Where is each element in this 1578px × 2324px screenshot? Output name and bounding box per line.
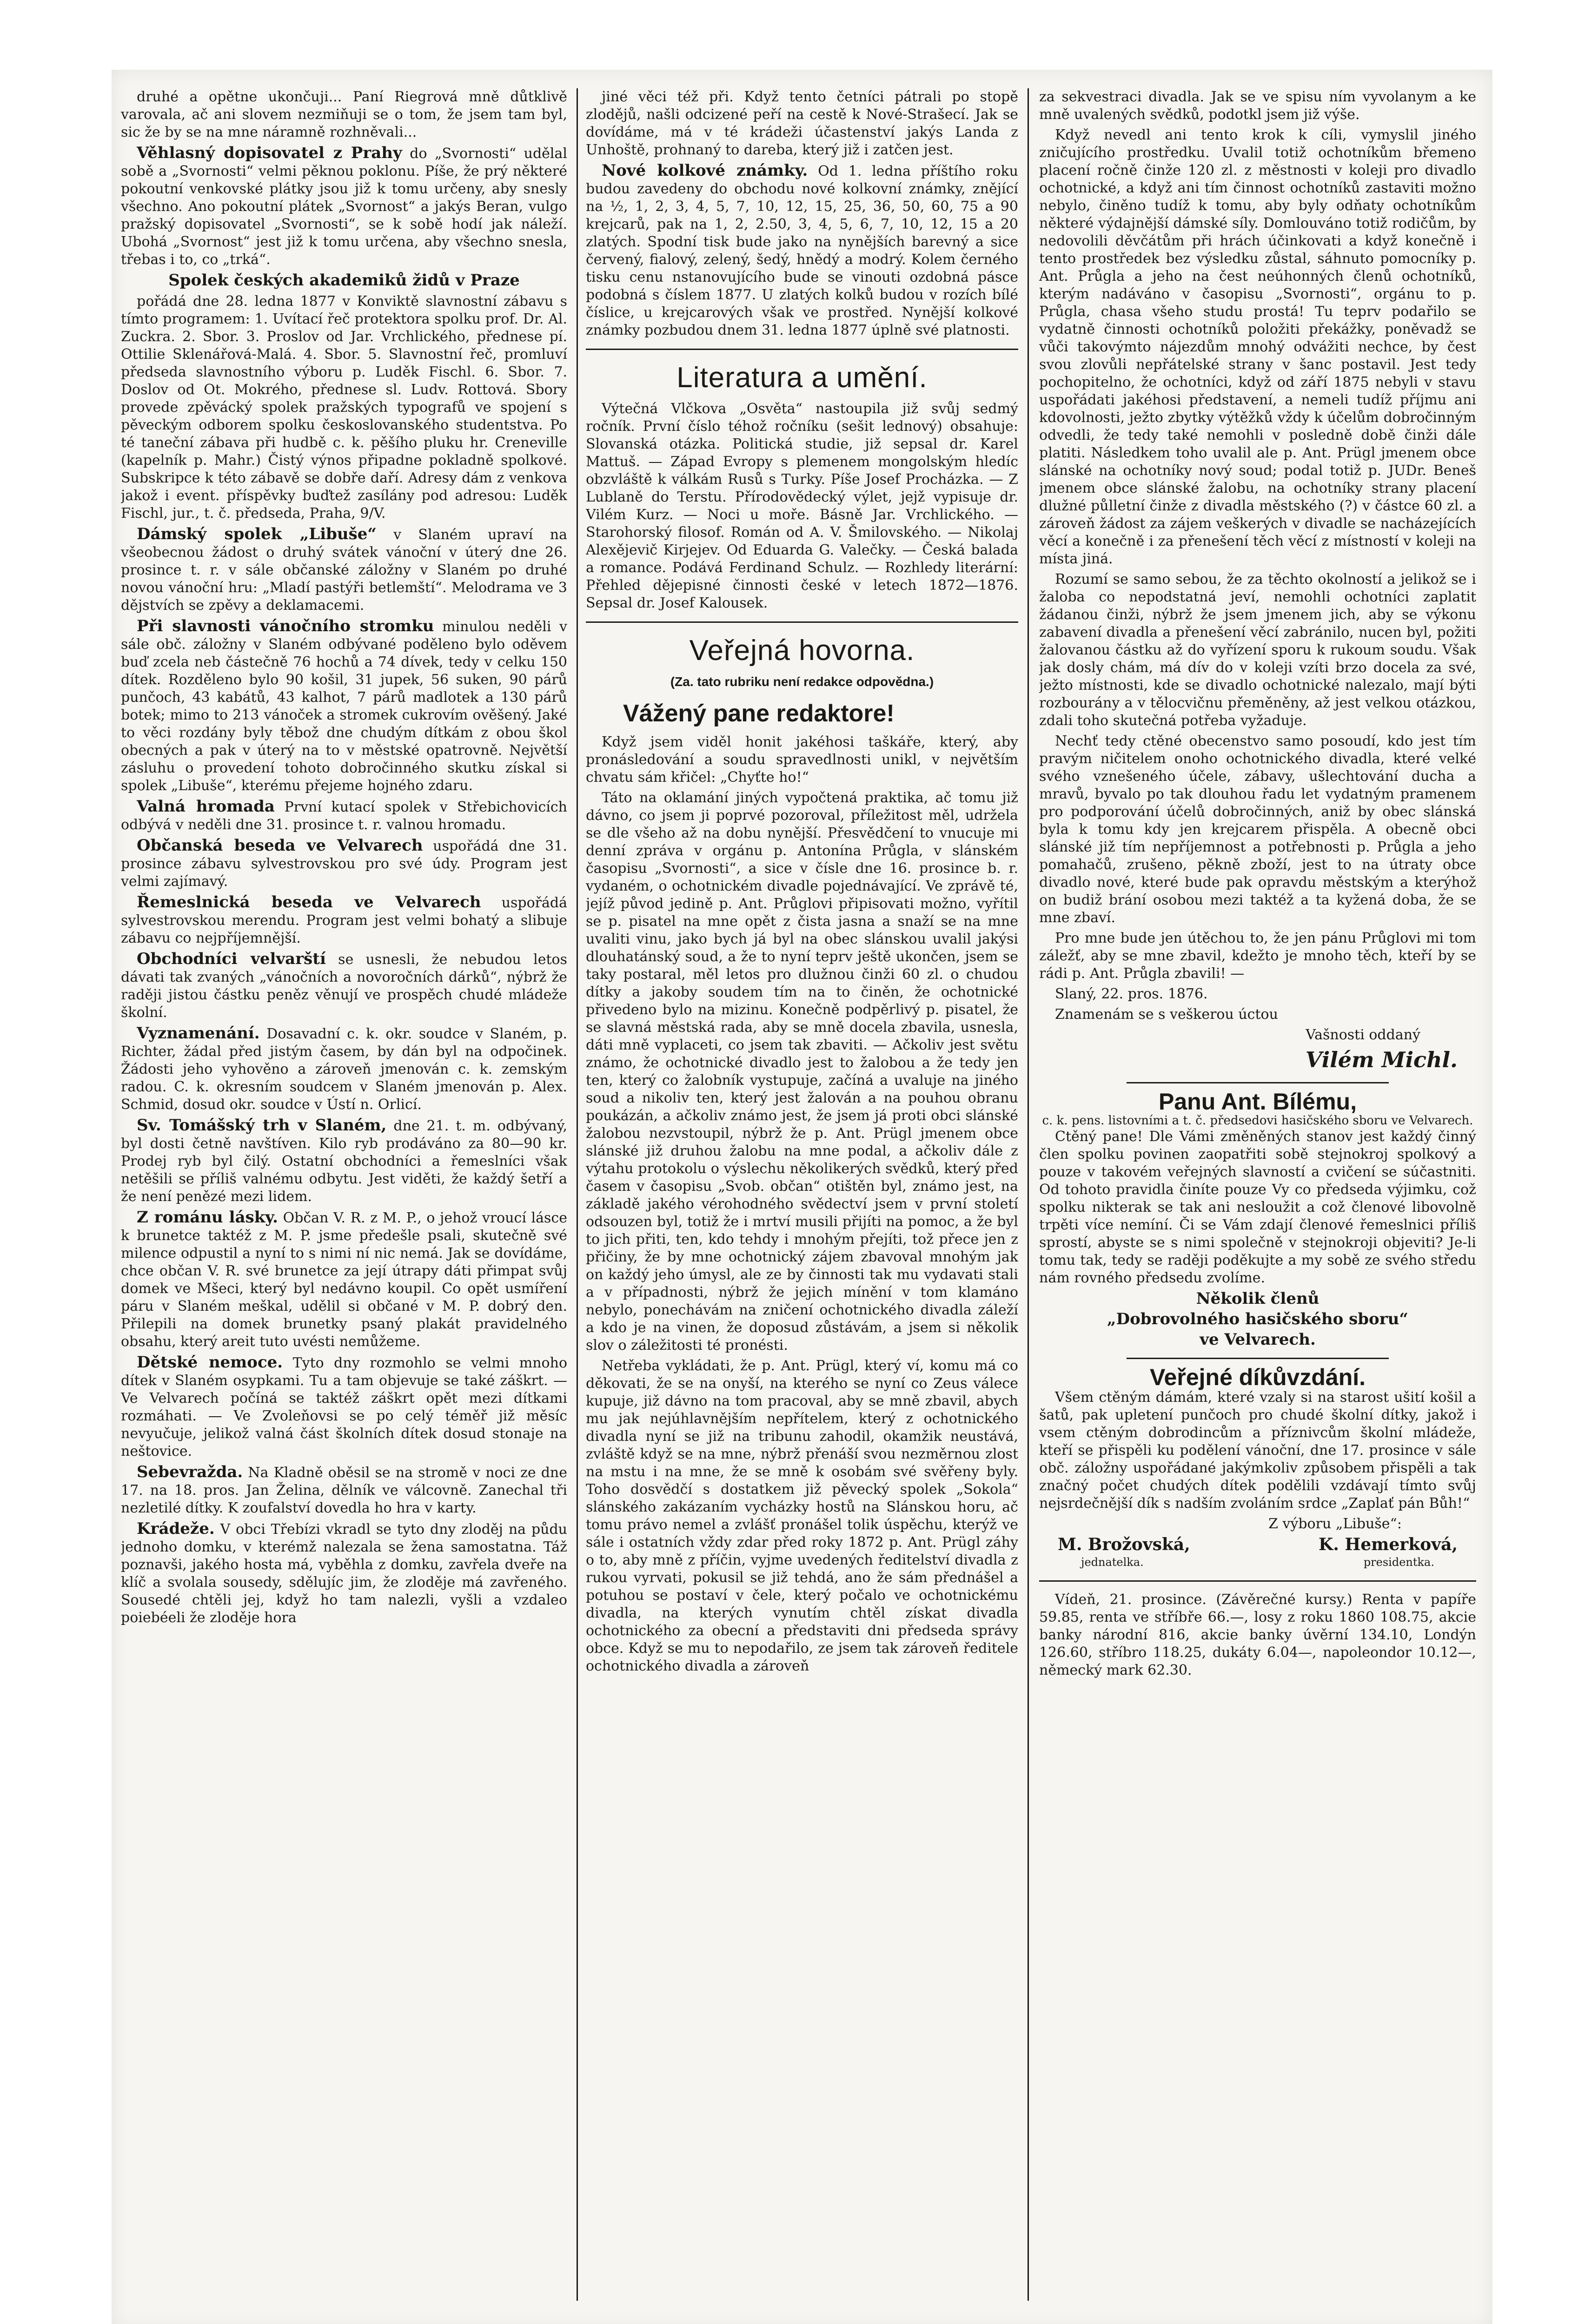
column-1 <box>121 88 567 2310</box>
article <box>121 1024 567 1114</box>
column-3 <box>1039 88 1476 2310</box>
thanks-title: Veřejné díkůvzdání. <box>1149 1364 1366 1390</box>
article-body: v Slaném upraví na všeobecnou žádost o druhý svátek vánoční v úterý dne 26. prosince t. r. v sále občanské záložny v Slaném po druhé novou vánoční hru: „Mladí pastýři betlemští“. Melodrama ve 3 dějstvích se zpěvy a deklamacemi. <box>121 527 567 614</box>
article <box>121 893 567 947</box>
open-letter-body: Ctěný pane! Dle Vámi změněných stanov jest každý činný člen spolku povinen zaopatřiti sobě stejnokroj spolkový a pouze v takovém veřejných slavností a cvičení se súčastniti. Od tohoto pravidla činíte pouze Vy co předseda výjimku, což spolku nikterak se tak ani nesloužit a což členové libovolně trpěti více nemíní. Či se Vám zdají členové řemeslnici příliš sprostí, abyste se s nimi společně v stejnokroji objeviti? Je-li tomu tak, tedy se raději poděkujte a my sobě ze svého středu nám rovného předsedu zvolíme. <box>1039 1129 1476 1286</box>
article <box>121 144 567 269</box>
thanks-signatories <box>1039 1536 1476 1553</box>
article-body: se usnesli, že nebudou letos dávati tak zvaných „vánočních a novoročních dárků“, nýbrž že raději jistou částku peněz věnují ve prospěch chudé mládeže školní. <box>121 951 567 1021</box>
letter-paragraph: Pro mne bude jen útěchou to, že jen pánu Průglovi mi tom záležť, aby se mne zbavil, kdežto je mnoho těch, kteří by se rádi p. Ant. Průgla zbavili! — <box>1039 930 1476 982</box>
paragraph: jiné věci též při. Když tento četníci pátrali po stopě zlodějů, našli odcizené peří na cestě k Nové-Strašecí. Jak se dovídáme, má v té krádeži účastenství jakýs Landa z Unhoště, prohnaný to dareba, který již i zatčen jest. <box>586 89 1018 158</box>
editorial-disclaimer: (Za. tato rubriku není redakce odpovědna.) <box>670 674 934 689</box>
letter-closing-2: Vašnosti oddaný <box>1306 1027 1420 1043</box>
article-heading: Obchodníci velvarští <box>137 950 326 968</box>
article-heading-block <box>121 271 567 290</box>
article-heading: Věhlasný dopisovatel z Prahy <box>137 144 402 162</box>
article <box>121 798 567 834</box>
article-body: Občan V. R. z M. P., o jehož vroucí lásce k brunetce taktéž z M. P. jsme předešle psali, skutečně své milence odpustil a nyní to s nimi ní nic nemá. Jak se dovídáme, chce občan V. R. své brunetce za její útrapy dáti přimpat svůj domek ve Mšeci, který byl nedávno koupil. Co opět usmíření páru v Slaném meškal, udělil si občané v M. P. dobrý den. Přilepili na domek brunetky psaný plakát pravidelného obsahu, který areit tuto uvésti nemůžeme. <box>121 1210 567 1350</box>
article-heading: Spolek českých akademiků židů v Praze <box>168 271 520 290</box>
letter-closing: Znamenám se s veškerou úctou <box>1055 1006 1278 1023</box>
article-heading: Řemeslnická beseda ve Velvarech <box>137 893 481 911</box>
article-body: dne 21. t. m. odbývaný, byl dosti četně navštíven. Kilo ryb prodáváno za 80—90 kr. Prodej ryb byl čilý. Ostatní obchodníci a řemeslníci však netěšili se příliš valnému odbytu. Jest viděti, že každý šetří a že není penězé mezi lidem. <box>121 1118 567 1205</box>
signatory-role: jednatelka. <box>1081 1556 1144 1569</box>
article-body: minulou neděli v sále obč. záložny v Slaném odbývané poděleno bylo oděvem buď zcela neb částečně 76 hochů a 74 dívek, tedy v celku 150 dítek. Rozděleno bylo 90 košil, 31 jupek, 56 suken, 90 párů punčoch, 43 kabátů, 43 kalhot, 7 párů madlotek a 130 párů botek; mimo to 213 vánoček a stromek cukrovím ověšený. Jaké to věci rozdány byly těbož dne chudým dítkám z obou škol obecných a pak v úterý na to v městské opatrovně. Největší zásluhu o provedení tohoto dobročinného skutku získal si spolek „Libuše“, kterému přejeme hojného zdaru. <box>121 619 567 794</box>
signatory-role: presidentka. <box>1363 1556 1434 1569</box>
article-body: Výtečná Vlčkova „Osvěta“ nastoupila již svůj sedmý ročník. První číslo téhož ročníku (sešit lednový) obsahuje: Slovanská otázka. Politická studie, již sepsal dr. Karel Mattuš. — Západ Evropy s plemenem mongolským hledíc obzvláště k válkám Rusů s Turky. Píše Josef Procházka. — Z Lublaně do Terstu. Přírodovědecký výlet, jejž vypisuje dr. Vilém Kurz. — Noci u moře. Básně Jar. Vrchlického. — Starohorský filosof. Román od A. V. Šmilovského. — Nikolaj Alexějevič Kirjejev. Od Eduarda G. Valečky. — Česká balada a romance. Podává Ferdinand Schulz. — Rozhledy literární: Přehled dějepisné činnosti české v letech 1872—1876. Sepsal dr. Josef Kalousek. <box>586 401 1018 611</box>
open-letter-signature-2: „Dobrovolného hasičského sboru“ <box>1107 1310 1408 1328</box>
thanks-from: Z výboru „Libuše“: <box>1268 1516 1402 1532</box>
article <box>121 1520 567 1627</box>
signatory-name: M. Brožovská, <box>1058 1535 1190 1554</box>
article-heading: Krádeže. <box>137 1519 215 1538</box>
section-title-public-forum: Veřejná hovorna. <box>689 634 915 667</box>
article-body: pořádá dne 28. ledna 1877 v Konviktě slavnostní zábavu s tímto programem: 1. Uvítací řeč protektora spolku prof. Dr. Al. Zuckra. 2. Sbor. 3. Proslov od Jar. Vrchlického, přednese pí. Ottilie Sklenářová-Malá. 4. Sbor. 5. Slavnostní řeč, promluví předseda slavnostního výboru p. Luděk Fischl. 6. Sbor. 7. Doslov od Ot. Mokrého, přednese sl. Ludv. Rottová. Sbory provede zpěvácký spolek pražských typografů ve spojení s pěveckým odborem spolku českoslovanského studentstva. Po té taneční zábava při hudbě c. k. pěšího pluku hr. Creneville (kapelník p. Mahr.) Čistý výnos připadne pokladně spolkové. Subskripce k této zábavě se dobře daří. Adresy dám z venkova jakož i event. příspěvky buďtež zasílány pod adresou: Luděk Fischl, jur., t. č. předseda, Praha, 9/V. <box>121 293 567 522</box>
article-body: Na Kladně oběsil se na stromě v noci ze dne 17. na 18. pros. Jan Želina, dělník ve válcovně. Zanechal tři nezletilé dítky. K zoufalství dovedla ho hra v karty. <box>121 1465 567 1516</box>
open-letter-subtitle: c. k. pens. listovními a t. č. předsedovi hasičského sboru ve Velvarech. <box>1042 1114 1473 1128</box>
letter-paragraph: Netřeba vykládati, že p. Ant. Prügl, který ví, komu má co děkovati, že se na onyší, na kterého se nyní co Zeus válece kupuje, již dávno na tom pracoval, aby se mně zbavil, abych mu jak nejúhlavnějším nepřítelem, který z ochotnického divadla nyní se již na tribunu zahodil, okamžik neustává, zvláště když se na mne, nýbrž přenáší svou nezměrnou zlost na mstu i na mne, že se mně k osobám své svěřeny byly. Toho dosvědčí s dostatkem již pěvecký spolek „Sokola“ slánského zakázaním vycházky hostů na Slánskou horu, ač tomu právo nemel a zvlášť pronášel tolik úspěchu, kterýž ve sále i ostatních vždy zdar před roky 1872 p. Ant. Prügl záhy o to, aby mně z příčin, vyjme uvedených ředitelství divadla z rukou vyrvati, pokusil se již tehdá, ano že sám přednášel a potuhou se postaví v čele, který počalo ve ochotnickému divadla, na kterých vynutím chtěl získat divadla ochotnického za obecní a představiti dni předseda správy obce. Když se mu to nepodařilo, ze jsem tak zároveň ředitele ochotnického divadla a zároveň <box>586 1358 1018 1674</box>
market-report: Vídeň, 21. prosince. (Závěrečné kursy.) Renta v papíře 59.85, renta ve stříbře 66.—, losy z roku 1860 108.75, akcie banky národní 816, akcie banky úvěrní 134.10, Londýn 126.60, stříbro 118.25, dukáty 6.04—, napoleondor 10.12—, německý mark 62.30. <box>1039 1591 1476 1678</box>
article-heading: Vyznamenání. <box>137 1024 260 1043</box>
letter-salutation: Vážený pane redaktore! <box>623 700 895 727</box>
letter-paragraph: Táto na oklamání jiných vypočtená praktika, ač tomu již dávno, co jsem ji poprvé pozoroval, příležitost měl, udržela se dle všeho až na dobu nynější. Přesvědčení to vnucuje mi denní zpráva v orgánu p. Antonína Průgla, v slánském časopisu „Svornosti“, a sice v čísle dne 16. prosince b. r. vydaném, o ochotnickém divadle pojednávající. Ve zprávě té, jejíž původ jedině p. Ant. Průglovi připisovati možno, vyřítil se p. pisatel na mne opět z čista jasna a snaží se na mne uvaliti vinu, jako bych já byl na obec slánskou uvalil jakýsi dlouhatánský soud, a že to nyní teprv ještě ukončen, jsem se taky postaral, měl letos pro dlužnou činži 60 zl. o chudou dítky a jakoby soudem tím na to činěn, že ochotnické přivedeno bylo na mizinu. Konečně podpěrlivý p. pisatel, že se slavná městská rada, aby se mně docela zbavila, usnesla, dáti mně vyplaceti, co jsem tak zbaviti. — Ačkoliv jest světu známo, že ochotnické divadlo jest to žalobou a že tedy jen ten, který co žalobník vystupuje, začíná a uvaluje na jiného soud a nikoliv ten, který jest žalován a na pouhou obranu poukázán, a ačkoliv známo jest, že jsem já proti obci slánské žalobou nezvstoupil, nýbrž že p. Ant. Prügl jmenem obce slánské již druhou žalobu na mne podal, a ačkoliv dále z výtahu protokolu o výslechu několikerých svědků, který před časem v časopisu „Svob. občan“ otištěn byl, známo jest, na základě jakého vérohodného svědectví jsem v první století odsouzen byl, totiž že i mrtví musili přijíti na pomoc, a že byl to jich přiti, ten, kdo tehdy i mnohým přejíti, tož přece jen z přičiny, že by mne ochotnický zájem zbavoval mnohým jak on každý jeho úmysl, ale ze by činnosti tak mu vydavati stali a v případnosti, nýbrž že jejich mínění v tom klamáno nebylo, ponechávám na zničení ochotnického divadla záleží a kdo je na vinen, že doposud zůstávám, a jsem si několik slov o záležitosti té pronésti. <box>586 790 1018 1353</box>
thanks-roles <box>1039 1553 1476 1571</box>
article <box>121 1116 567 1206</box>
article-heading: Dětské nemoce. <box>137 1353 283 1372</box>
open-letter-signature-1: Několik členů <box>1196 1289 1319 1308</box>
letter-paragraph: Když jsem viděl honit jakéhosi taškáře, který, aby pronásledování a soudu spravedlnosti unikl, v největším chvatu sám křičel: „Chyťte ho!“ <box>586 734 1018 786</box>
paragraph: druhé a opětne ukončuji... Paní Riegrová mně důtklivě varovala, ač ani slovem nezmiňuji se o tom, že jsem tam byl, sic že by se na mne náramně rozhněvali... <box>121 89 567 140</box>
article <box>121 837 567 891</box>
article <box>121 1208 567 1351</box>
open-letter-title: Panu Ant. Bílému, <box>1159 1089 1357 1115</box>
article-heading: Sebevražda. <box>137 1463 243 1481</box>
article-body: První kutací spolek v Střebichovicích odbývá v neděli dne 31. prosince t. r. valnou hromadu. <box>121 799 567 833</box>
article-heading: Dámský spolek „Libuše“ <box>137 525 377 543</box>
column-rule-2 <box>1028 88 1029 2301</box>
article-body: V obci Třebízi vkradl se tyto dny zloděj na půdu jednoho domku, v kterémž nalezala se žena samostatna. Táž poznavši, jakého hosta má, vyběhla z domku, zavřela dveře na klíč a svolala sousedy, sdělujíc jim, že zloděje má zavřeného. Sousedé chtěli jej, když ho tam nalezli, vyšli a vzdaleo poiebéeli že zloděje hora <box>121 1521 567 1626</box>
article <box>121 1463 567 1517</box>
signatory-name: K. Hemerková, <box>1319 1535 1458 1554</box>
article-body: uspořádá sylvestrovskou merendu. Program jest velmi bohatý a slibuje zábavu co nejpříjemnější. <box>121 895 567 946</box>
article-heading: Sv. Tomášský trh v Slaném, <box>137 1116 387 1135</box>
section-divider <box>586 349 1018 350</box>
letter-paragraph: Nechť tedy ctěné obecenstvo samo posoudí, kdo jest tím pravým ničitelem onoho ochotnického divadla, které velké svého vznešeného účele, zábavy, ušlechtování ducha a mravů, byvalo po tak dlouhou řadu let vydatným pramenem pro podporování účelů dobročinných, aniž by obec slánská byla k tomu kdy jen krejcarem přispěla. A obecně obci slánské již tím nepříjemnost a potřebnosti p. Průgla a jeho pomahačů, zrušeno, pěkně zboží, jest to na útraty obce divadlo nové, které bude pak opravdu městským a kterýhož on budiž brání osobou mezi taktéž a ta kyžená doba, že se mne zbaví. <box>1039 733 1476 926</box>
article <box>121 525 567 614</box>
article-heading: Z románu lásky. <box>137 1208 278 1227</box>
open-letter-signature-3: ve Velvarech. <box>1200 1330 1316 1349</box>
section-title-literature: Literatura a umění. <box>676 362 928 394</box>
article <box>121 1353 567 1460</box>
section-divider <box>1127 1082 1389 1083</box>
article-body: Od 1. ledna příštího roku budou zavedeny do obchodu nové kolkovní známky, znějící na ½, 1, 2, 3, 4, 5, 7, 10, 12, 15, 25, 36, 50, 60, 75 a 90 krejcarů, pak na 1, 2, 2.50, 3, 4, 5, 6, 7, 10, 12, 15 a 20 zlatých. Spodní tisk bude jako na nynějších barevný a sice červený, fialový, zelený, šedý, hnědý a modrý. Kolem černého tisku cenu nstanovujícího bude se vinouti ozdobná pásce podobná s číslem 1877. U zlatých kolků budou v rozích bílé číslice, u krejcarových však ve prostřed. Nynější kolkové známky pozbudou dnem 31. ledna 1877 úplně své platnosti. <box>586 163 1018 338</box>
letter-paragraph: Když nevedl ani tento krok k cíli, vymyslil jiného zničujícího prostředku. Uvalil totiž ochotníkům břemeno placení ročně činže 120 zl. z městnosti v koleji pro divadlo ochotnické, a když ani tím činnost ochotníků zastaviti možno nebylo, činěno tudíž k tomu, aby byly odňaty ochotníkům některé výdajnější dámské síly. Domlouváno totiž rodičům, by nedovolili děvčátům při hrách účinkovati a když konečně i tento prostředek bez výsledku zůstal, sáhnuto pomocníky p. Ant. Průgla a jeho na čest neúhonných členů ochotníků, kterým nadáváno v časopisu „Svornosti“, orgánu to p. Průgla, chasa všeho studu prostá! Tu teprv podařilo se vydatně činnosti ochotníků položiti překážky, poněvadž se vůči takovýmto nájezdům mnohý odvážiti nechce, by čest svou zlovůli nepřátelské strany v šanc postavil. Jest tedy pochopitelno, že ochotníci, když od září 1875 nebyli v stavu uspořádati jakéhosi představení, a nemeli tudíž příjmu ani kdovolnosti, ježto zbytky výtěžků vždy k účelům dobročinným odvedli, že tedy také nemohli v posledně době činži dále platiti. Následkem toho uvalil ale p. Ant. Prügl jmenem obce slánské na ochotníky nový soud; podal totiž p. JUDr. Beneš jmenem obce slánské žalobu, na ochotníky strany placení dlužné půlletní činže z divadla městského (?) v částce 60 zl. a zároveň žádost za zájem veškerých v divadle se nacházejících věcí a konečně i za přenešení těch věcí z místností v koleji na místa jiná. <box>1039 127 1476 567</box>
section-divider <box>1039 1580 1476 1582</box>
letter-paragraph: za sekvestraci divadla. Jak se ve spisu ním vyvolanym a ke mně uvalených svědků, podotkl jsem již výše. <box>1039 89 1476 123</box>
letter-date: Slaný, 22. pros. 1876. <box>1055 986 1208 1002</box>
letter-signature: Vilém Michl. <box>1305 1047 1458 1072</box>
article <box>121 617 567 795</box>
article-body: do „Svornosti“ udělal sobě a „Svornosti“ velmi pěknou poklonu. Píše, že prý některé pokoutní venkovské plátky jsou již k tomu určeny, aby snesly všechno. Ano pokoutní plátek „Svornost“ a jakýs Beran, vulgo pražský dopisovatel „Svornosti“, se k sobě hodí jak náleží. Ubohá „Svornost“ jest již k tomu určena, aby všechno snesla, třebas i to, co „trká“. <box>121 145 567 268</box>
article-body: Tyto dny rozmohlo se velmi mnoho dítek v Slaném osypkami. Tu a tam objevuje se také záškrt. — Ve Velvarech počíná se taktéž záškrt opět mezi dítkami rozmáhati. — Ve Zvoleňovsi se po celý téměř již měsíc nevyučuje, jelikož valná část školních dítek dosud stonaje na neštovice. <box>121 1355 567 1459</box>
article-heading: Valná hromada <box>137 797 275 816</box>
newspaper-page <box>112 70 1492 2324</box>
section-divider <box>1127 1358 1389 1359</box>
section-divider <box>586 621 1018 623</box>
article <box>586 162 1018 339</box>
thanks-body: Všem ctěným dámám, které vzaly si na starost ušití košil a šatů, pak upletení punčoch pro chudé školní dítky, jakož i vsem ctěným dobrodincům a příznivcům školní mládeže, kteří se přispěli ku podělení vánoční, dne 17. prosince v sále obč. záložny uspořádané jakýmkoliv způsobem přispěli a tak značný počet chudých dítek podělili vzdávají tímto svůj nejsrdečnější dík s nadším zvoláním srdce „Zaplať pán Bůh!“ <box>1039 1389 1476 1512</box>
article-heading: Nové kolkové známky. <box>602 161 808 180</box>
article <box>121 950 567 1022</box>
letter-paragraph: Rozumí se samo sebou, že za těchto okolností a jelikož se i žaloba co nepodstatná jeví, nemohli ochotníci zaplatit žádanou činži, nýbrž že jsem jmenem jich, aby se výkonu zabavení divadla a přenešení věcí zabránilo, nucen byl, požiti žalovanou částku až do vyřízení sporu k rukoum soudu. Však jak dosly chám, má dív do v koleji vzíti brzo docela za své, ježto místnosti, kde se divadlo ochotnické nalezalo, mají býti rozbourány a v tělocvičnu přeměněny, až jest velkou otázkou, zdali toho skutečná potřeba vyžaduje. <box>1039 571 1476 729</box>
article-body: uspořádá dne 31. prosince zábavu sylvestrovskou pro své údy. Program jest velmi zajímavý. <box>121 838 567 890</box>
article-heading: Občanská beseda ve Velvarech <box>137 836 423 855</box>
column-2 <box>586 88 1018 2310</box>
column-rule-1 <box>577 88 578 2301</box>
article-heading: Při slavnosti vánočního stromku <box>137 617 434 635</box>
article-body: Dosavadní c. k. okr. soudce v Slaném, p. Richter, žádal před jistým časem, by dán byl na odpočinek. Žádosti jeho vyhověno a zároveň jmenován c. k. zemským radou. C. k. okresním soudcem v Slaném jmenován p. Alex. Schmid, dosud okr. soudce v Ústí n. Orlicí. <box>121 1026 567 1113</box>
